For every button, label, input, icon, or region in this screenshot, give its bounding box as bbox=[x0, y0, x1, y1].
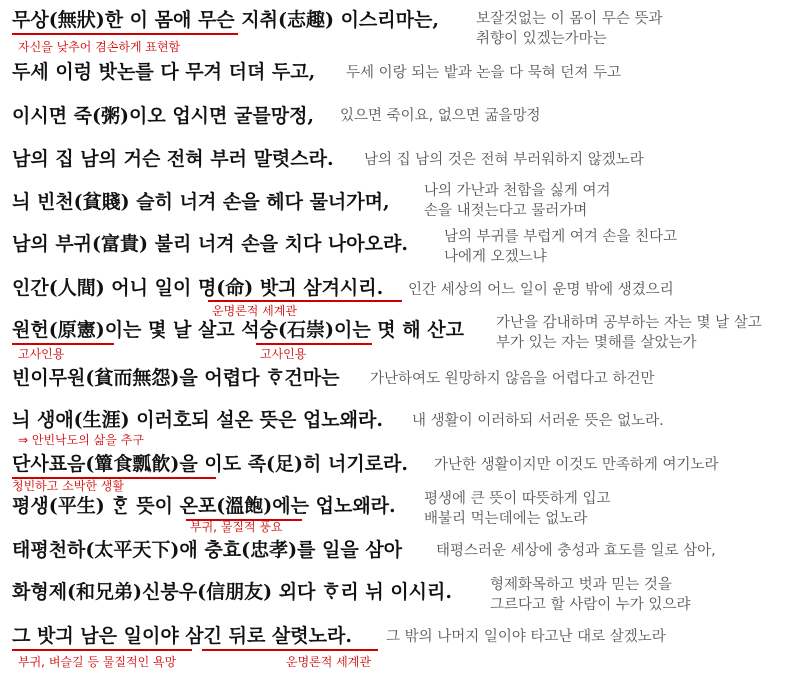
poem-line-13: 태평천하(太平天下)애 충효(忠孝)를 일을 삼아 bbox=[12, 539, 403, 561]
poem-line-6: 남의 부귀(富貴) 불리 너겨 손을 치다 나아오랴. bbox=[12, 233, 408, 255]
poem-line-10: 늬 생애(生涯) 이러호되 설온 뜻은 업노왜라. bbox=[12, 409, 383, 431]
poem-line-12: 평생(平生) ᄒᆞᆫ 뜻이 온포(溫飽)에는 업노왜라. bbox=[12, 495, 396, 517]
underline-seoksung bbox=[256, 343, 372, 345]
note-allusion-2: 고사인용 bbox=[260, 347, 307, 361]
gloss-8b: 부가 있는 자는 몇해를 살았는가 bbox=[496, 335, 697, 351]
note-allusion-1: 고사인용 bbox=[18, 347, 65, 361]
underline-remaining bbox=[12, 649, 192, 651]
poem-line-7: 인간(人間) 어니 일이 명(命) 밧긔 삼겨시리. bbox=[12, 277, 384, 299]
poem-line-2: 두세 이렁 밧논를 다 무겨 더뎌 두고, bbox=[12, 61, 316, 83]
gloss-7: 인간 세상의 어느 일이 운명 밖에 생겼으리 bbox=[408, 282, 674, 298]
note-fate-1: 운명론적 세계관 bbox=[212, 304, 297, 318]
gloss-5a: 나의 가난과 천함을 싫게 여겨 bbox=[424, 183, 611, 199]
gloss-1b: 취향이 있겠는가마는 bbox=[476, 31, 607, 47]
poem-line-4: 남의 집 남의 거슨 전혀 부러 말렷스라. bbox=[12, 148, 334, 170]
gloss-15: 그 밖의 나머지 일이야 타고난 대로 살겠노라 bbox=[386, 629, 666, 645]
underline-fate-2 bbox=[202, 649, 378, 651]
gloss-6b: 나에게 오겠느냐 bbox=[444, 249, 547, 265]
poem-line-11: 단사표음(簞食瓢飮)을 이도 족(足)히 너기로라. bbox=[12, 453, 409, 475]
gloss-11: 가난한 생활이지만 이것도 만족하게 여기노라 bbox=[434, 457, 719, 473]
poem-line-14: 화형제(和兄弟)신붕우(信朋友) 외다 ᄒᆞ리 뉘 이시리. bbox=[12, 581, 452, 603]
note-wealth: 부귀, 물질적 풍요 bbox=[190, 520, 283, 534]
gloss-14a: 형제화목하고 벗과 믿는 것을 bbox=[490, 577, 672, 593]
gloss-2: 두세 이랑 되는 밭과 논을 다 묵혀 던져 두고 bbox=[346, 65, 621, 81]
underline-wonheon bbox=[12, 343, 114, 345]
gloss-6a: 남의 부귀를 부럽게 여겨 손을 친다고 bbox=[444, 229, 678, 245]
poem-line-1: 무상(無狀)한 이 몸애 무슨 지취(志趣) 이스리마는, bbox=[12, 9, 439, 31]
gloss-1a: 보잘것없는 이 몸이 무슨 뜻과 bbox=[476, 11, 663, 27]
poem-line-5: 늬 빈천(貧賤) 슬히 너겨 손을 헤다 물너가며, bbox=[12, 191, 390, 213]
gloss-12a: 평생에 큰 뜻이 따뜻하게 입고 bbox=[424, 491, 611, 507]
note-anbin: ⇒ 안빈낙도의 삶을 추구 bbox=[18, 433, 144, 447]
gloss-4: 남의 집 남의 것은 전혀 부러워하지 않겠노라 bbox=[364, 152, 644, 168]
poem-line-15: 그 밧긔 남은 일이야 삼긴 뒤로 살렷노라. bbox=[12, 625, 352, 647]
gloss-8a: 가난을 감내하며 공부하는 자는 몇 날 살고 bbox=[496, 315, 762, 331]
underline-humble bbox=[12, 33, 238, 35]
note-fate-2: 운명론적 세계관 bbox=[286, 655, 371, 669]
underline-fate-1 bbox=[208, 300, 402, 302]
gloss-13: 태평스러운 세상에 충성과 효도를 일로 삼아, bbox=[436, 543, 716, 559]
note-humble: 자신을 낮추어 겸손하게 표현함 bbox=[18, 40, 181, 54]
gloss-12b: 배불리 먹는데에는 없노라 bbox=[424, 511, 588, 527]
poem-line-8: 원헌(原憲)이는 몇 날 살고 석숭(石崇)이는 몃 해 산고 bbox=[12, 319, 464, 341]
gloss-9: 가난하여도 원망하지 않음을 어렵다고 하건만 bbox=[370, 371, 655, 387]
gloss-14b: 그르다고 할 사람이 누가 있으랴 bbox=[490, 597, 691, 613]
note-desire: 부귀, 벼슬길 등 물질적인 욕망 bbox=[18, 655, 177, 669]
gloss-10: 내 생활이 이러하되 서러운 뜻은 없노라. bbox=[412, 413, 664, 429]
poem-line-9: 빈이무원(貧而無怨)을 어렵다 ᄒᆞ건마는 bbox=[12, 367, 340, 389]
poem-line-3: 이시면 죽(粥)이오 업시면 굴믈망정, bbox=[12, 105, 315, 127]
note-frugal: 청빈하고 소박한 생활 bbox=[12, 479, 124, 493]
gloss-3: 있으면 죽이요, 없으면 굶을망정 bbox=[340, 108, 541, 124]
gloss-5b: 손을 내젓는다고 물러가며 bbox=[424, 203, 588, 219]
